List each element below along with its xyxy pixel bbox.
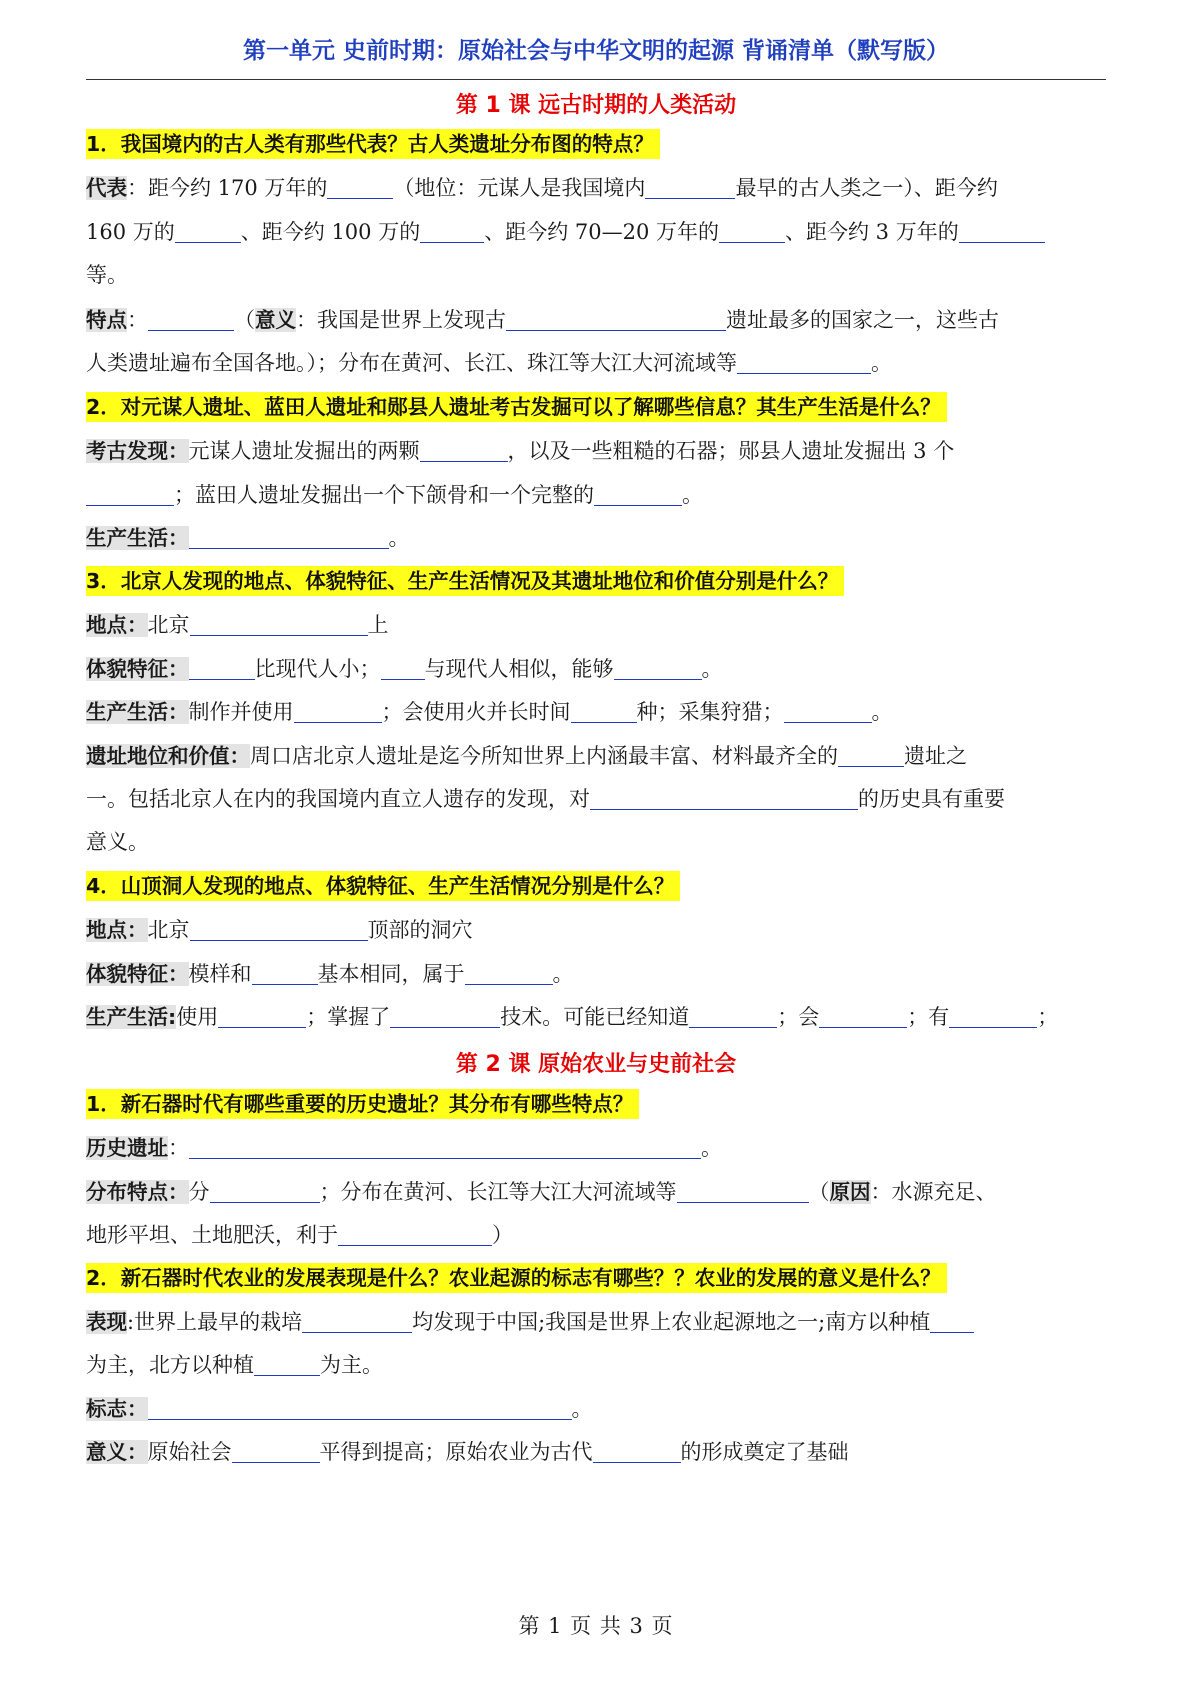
text-segment: ：距今约 170 万年的	[127, 176, 328, 200]
text-segment: 为主。	[320, 1353, 383, 1377]
blank-field[interactable]	[838, 744, 904, 767]
text-segment: 地形平坦、土地肥沃，利于	[86, 1223, 338, 1247]
blank-field[interactable]	[590, 787, 858, 810]
text-segment: ；有	[907, 1005, 950, 1029]
blank-field[interactable]	[465, 962, 553, 985]
text-segment: （地位：元谋人是我国境内	[393, 176, 646, 200]
blank-field[interactable]	[784, 700, 872, 723]
blank-field[interactable]	[302, 1310, 412, 1333]
shengchan-label: 生产生活：	[86, 700, 189, 724]
text-segment: 顶部的洞穴	[367, 918, 473, 942]
l1-q4-line3	[86, 1002, 1110, 1032]
blank-field[interactable]	[189, 657, 255, 680]
yizhi-label: 遗址地位和价值：	[86, 744, 250, 768]
kaogu-label: 考古发现：	[86, 439, 189, 463]
blank-field[interactable]	[420, 439, 508, 462]
blank-field[interactable]	[959, 220, 1045, 243]
blank-field[interactable]	[86, 483, 174, 506]
text-segment: 北京	[147, 613, 190, 637]
l1-q1-line1	[86, 173, 1110, 203]
text-segment: 种；采集狩猎；	[636, 700, 784, 724]
l1-q3-line5	[86, 784, 1110, 814]
text-segment: 基本相同，属于	[317, 962, 465, 986]
text-segment: 160 万的	[86, 220, 175, 244]
l1-q2-question: 2．对元谋人遗址、蓝田人遗址和郧县人遗址考古发掘可以了解哪些信息？其生产生活是什么？	[86, 392, 947, 422]
lesson-2-title: 第 2 课 原始农业与史前社会	[455, 1052, 737, 1077]
blank-field[interactable]	[677, 1180, 809, 1203]
blank-field[interactable]	[254, 1353, 320, 1376]
blank-field[interactable]	[218, 1005, 306, 1028]
text-segment: 。	[701, 657, 723, 681]
page-number: 第 1 页 共 3 页	[518, 1614, 674, 1638]
l2-q2-line2	[86, 1350, 1110, 1380]
text-segment: 为主，北方以种植	[86, 1353, 254, 1377]
biaoxian-label: 表现	[86, 1310, 127, 1334]
text-segment: 意义。	[86, 830, 149, 854]
l2-q1-line2	[86, 1177, 1110, 1207]
text-segment: ：	[127, 308, 148, 332]
text-segment: 与现代人相似，能够	[424, 657, 614, 681]
text-segment: 、距今约 70—20 万年的	[484, 220, 719, 244]
l1-q1-line3	[86, 260, 1110, 290]
l1-q3-line2	[86, 654, 1110, 684]
blank-field[interactable]	[719, 220, 785, 243]
timao-label: 体貌特征：	[86, 657, 189, 681]
l2-q2-line4	[86, 1437, 1110, 1467]
l1-q4-question: 4．山顶洞人发现的地点、体貌特征、生产生活情况分别是什么？	[86, 871, 680, 901]
text-segment: 均发现于中国;我国是世界上农业起源地之一;南方以种植	[412, 1310, 931, 1334]
l1-q1-line4	[86, 305, 1110, 335]
blank-field[interactable]	[189, 1136, 701, 1159]
text-segment: ：	[168, 1136, 189, 1160]
text-segment: 北京	[147, 918, 190, 942]
text-segment: 、距今约 3 万年的	[785, 220, 959, 244]
l1-q1-question: 1．我国境内的古人类有那些代表？古人类遗址分布图的特点？	[86, 129, 660, 159]
l1-q2-line3	[86, 523, 1110, 553]
text-segment: 。	[701, 1136, 722, 1160]
text-segment: ；会使用火并长时间	[381, 700, 571, 724]
l1-q2-line1	[86, 436, 1110, 466]
tedian-label: 特点	[86, 308, 127, 332]
text-segment: 技术。可能已经知道	[500, 1005, 690, 1029]
text-segment: 。	[552, 962, 574, 986]
blank-field[interactable]	[645, 176, 735, 199]
text-segment: 使用	[176, 1005, 219, 1029]
text-segment: 的形成奠定了基础	[680, 1440, 849, 1464]
text-segment: 人类遗址遍布全国各地。）；分布在黄河、长江、珠江等大江大河流域等	[86, 351, 737, 375]
text-segment: 。	[571, 1397, 593, 1421]
blank-field[interactable]	[819, 1005, 907, 1028]
text-segment: 。	[871, 351, 892, 375]
l1-q1-line2	[86, 217, 1110, 247]
text-segment: 遗址之	[904, 744, 967, 768]
blank-field[interactable]	[949, 1005, 1037, 1028]
l1-q3-question: 3．北京人发现的地点、体貌特征、生产生活情况及其遗址地位和价值分别是什么？	[86, 566, 844, 596]
blank-field[interactable]	[930, 1310, 974, 1333]
text-segment: 等。	[86, 263, 128, 287]
text-segment: ；	[1037, 1005, 1059, 1029]
blank-field[interactable]	[381, 657, 425, 680]
blank-field[interactable]	[506, 308, 726, 331]
l1-q3-row	[86, 566, 1110, 596]
text-segment: 、距今约 100 万的	[240, 220, 421, 244]
shengchan-label: 生产生活:	[86, 1005, 177, 1029]
blank-field[interactable]	[689, 1005, 777, 1028]
unit-title: 第一单元 史前时期：原始社会与中华文明的起源 背诵清单（默写版）	[242, 38, 949, 64]
text-segment: 遗址最多的国家之一，这些古	[726, 308, 999, 332]
blank-field[interactable]	[390, 1005, 500, 1028]
text-segment: 周口店北京人遗址是迄今所知世界上内涵最丰富、材料最齐全的	[250, 744, 838, 768]
l1-q3-line6	[86, 827, 1110, 857]
blank-field[interactable]	[190, 918, 368, 941]
text-segment: 一。包括北京人在内的我国境内直立人遗存的发现，对	[86, 787, 590, 811]
text-segment: ）	[492, 1223, 513, 1247]
lesson-1-title: 第 1 课 远古时期的人类活动	[455, 93, 737, 118]
daibiao-label: 代表	[86, 176, 127, 200]
text-segment: ；掌握了	[306, 1005, 391, 1029]
blank-field[interactable]	[294, 700, 382, 723]
blank-field[interactable]	[148, 1397, 572, 1420]
l1-q4-line2	[86, 959, 1110, 989]
text-segment: ：我国是世界上发现古	[296, 308, 506, 332]
l1-q4-row	[86, 871, 1110, 901]
biaozhi-label: 标志：	[86, 1397, 148, 1421]
didian-label: 地点：	[86, 918, 148, 942]
l2-q2-question: 2．新石器时代农业的发展表现是什么？农业起源的标志有哪些？？农业的发展的意义是什么？	[86, 1263, 947, 1293]
text-segment: 元谋人遗址发掘出的两颗	[188, 439, 420, 463]
blank-field[interactable]	[232, 1440, 320, 1463]
l2-q2-row	[86, 1263, 1110, 1293]
text-segment: 上	[367, 613, 389, 637]
l2-q2-line1	[86, 1307, 1110, 1337]
didian-label: 地点：	[86, 613, 148, 637]
l1-q2-row	[86, 392, 1110, 422]
l1-q3-line4	[86, 741, 1110, 771]
blank-field[interactable]	[190, 613, 368, 636]
blank-field[interactable]	[737, 351, 871, 374]
l2-q2-line3	[86, 1394, 1110, 1424]
l2-q1-question: 1．新石器时代有哪些重要的历史遗址？其分布有哪些特点？	[86, 1089, 639, 1119]
l1-q4-line1	[86, 915, 1110, 945]
blank-field[interactable]	[189, 526, 389, 549]
blank-field[interactable]	[593, 1440, 681, 1463]
text-segment: 。	[388, 526, 410, 550]
fenbu-label: 分布特点：	[86, 1180, 189, 1204]
blank-field[interactable]	[175, 220, 241, 243]
timao-label: 体貌特征：	[86, 962, 189, 986]
l2-q1-line3	[86, 1220, 1110, 1250]
text-segment: 比现代人小；	[254, 657, 381, 681]
header-divider	[86, 79, 1106, 80]
blank-field[interactable]	[571, 700, 637, 723]
lishi-label: 历史遗址	[86, 1136, 168, 1160]
text-segment: ；蓝田人遗址发掘出一个下颌骨和一个完整的	[174, 483, 594, 507]
text-segment: ：水源充足、	[870, 1180, 997, 1204]
text-segment: 。	[871, 700, 893, 724]
l2-q1-line1	[86, 1133, 1110, 1163]
l1-q3-line1	[86, 610, 1110, 640]
text-segment: 最早的古人类之一）、距今约	[735, 176, 998, 200]
blank-field[interactable]	[614, 657, 702, 680]
text-segment: ，以及一些粗糙的石器；郧县人遗址发掘出 3 个	[507, 439, 955, 463]
text-segment: 原始社会	[147, 1440, 232, 1464]
l1-q2-line2	[86, 480, 1110, 510]
l1-q1-row	[86, 129, 1110, 159]
text-segment: 制作并使用	[188, 700, 294, 724]
blank-field[interactable]	[338, 1223, 492, 1246]
l1-q1-line5	[86, 348, 1110, 378]
blank-field[interactable]	[594, 483, 682, 506]
l1-q3-line3	[86, 697, 1110, 727]
text-segment: 分	[188, 1180, 210, 1204]
blank-field[interactable]	[327, 176, 393, 199]
yiyi-label: 意义	[255, 308, 296, 332]
l2-q1-row	[86, 1089, 1110, 1119]
text-segment: （	[234, 308, 255, 332]
text-segment: （	[808, 1180, 830, 1204]
yiyi-label: 意义：	[86, 1440, 148, 1464]
yuanyin-label: 原因	[829, 1180, 871, 1204]
blank-field[interactable]	[148, 308, 234, 331]
text-segment: 的历史具有重要	[858, 787, 1005, 811]
text-segment: :世界上最早的栽培	[127, 1310, 303, 1334]
blank-field[interactable]	[252, 962, 318, 985]
text-segment: ；会	[777, 1005, 820, 1029]
blank-field[interactable]	[210, 1180, 320, 1203]
shengchan-label: 生产生活：	[86, 526, 189, 550]
text-segment: 。	[682, 483, 703, 507]
text-segment: ；分布在黄河、长江等大江大河流域等	[319, 1180, 677, 1204]
text-segment: 平得到提高；原始农业为古代	[319, 1440, 593, 1464]
blank-field[interactable]	[420, 220, 484, 243]
text-segment: 模样和	[188, 962, 252, 986]
